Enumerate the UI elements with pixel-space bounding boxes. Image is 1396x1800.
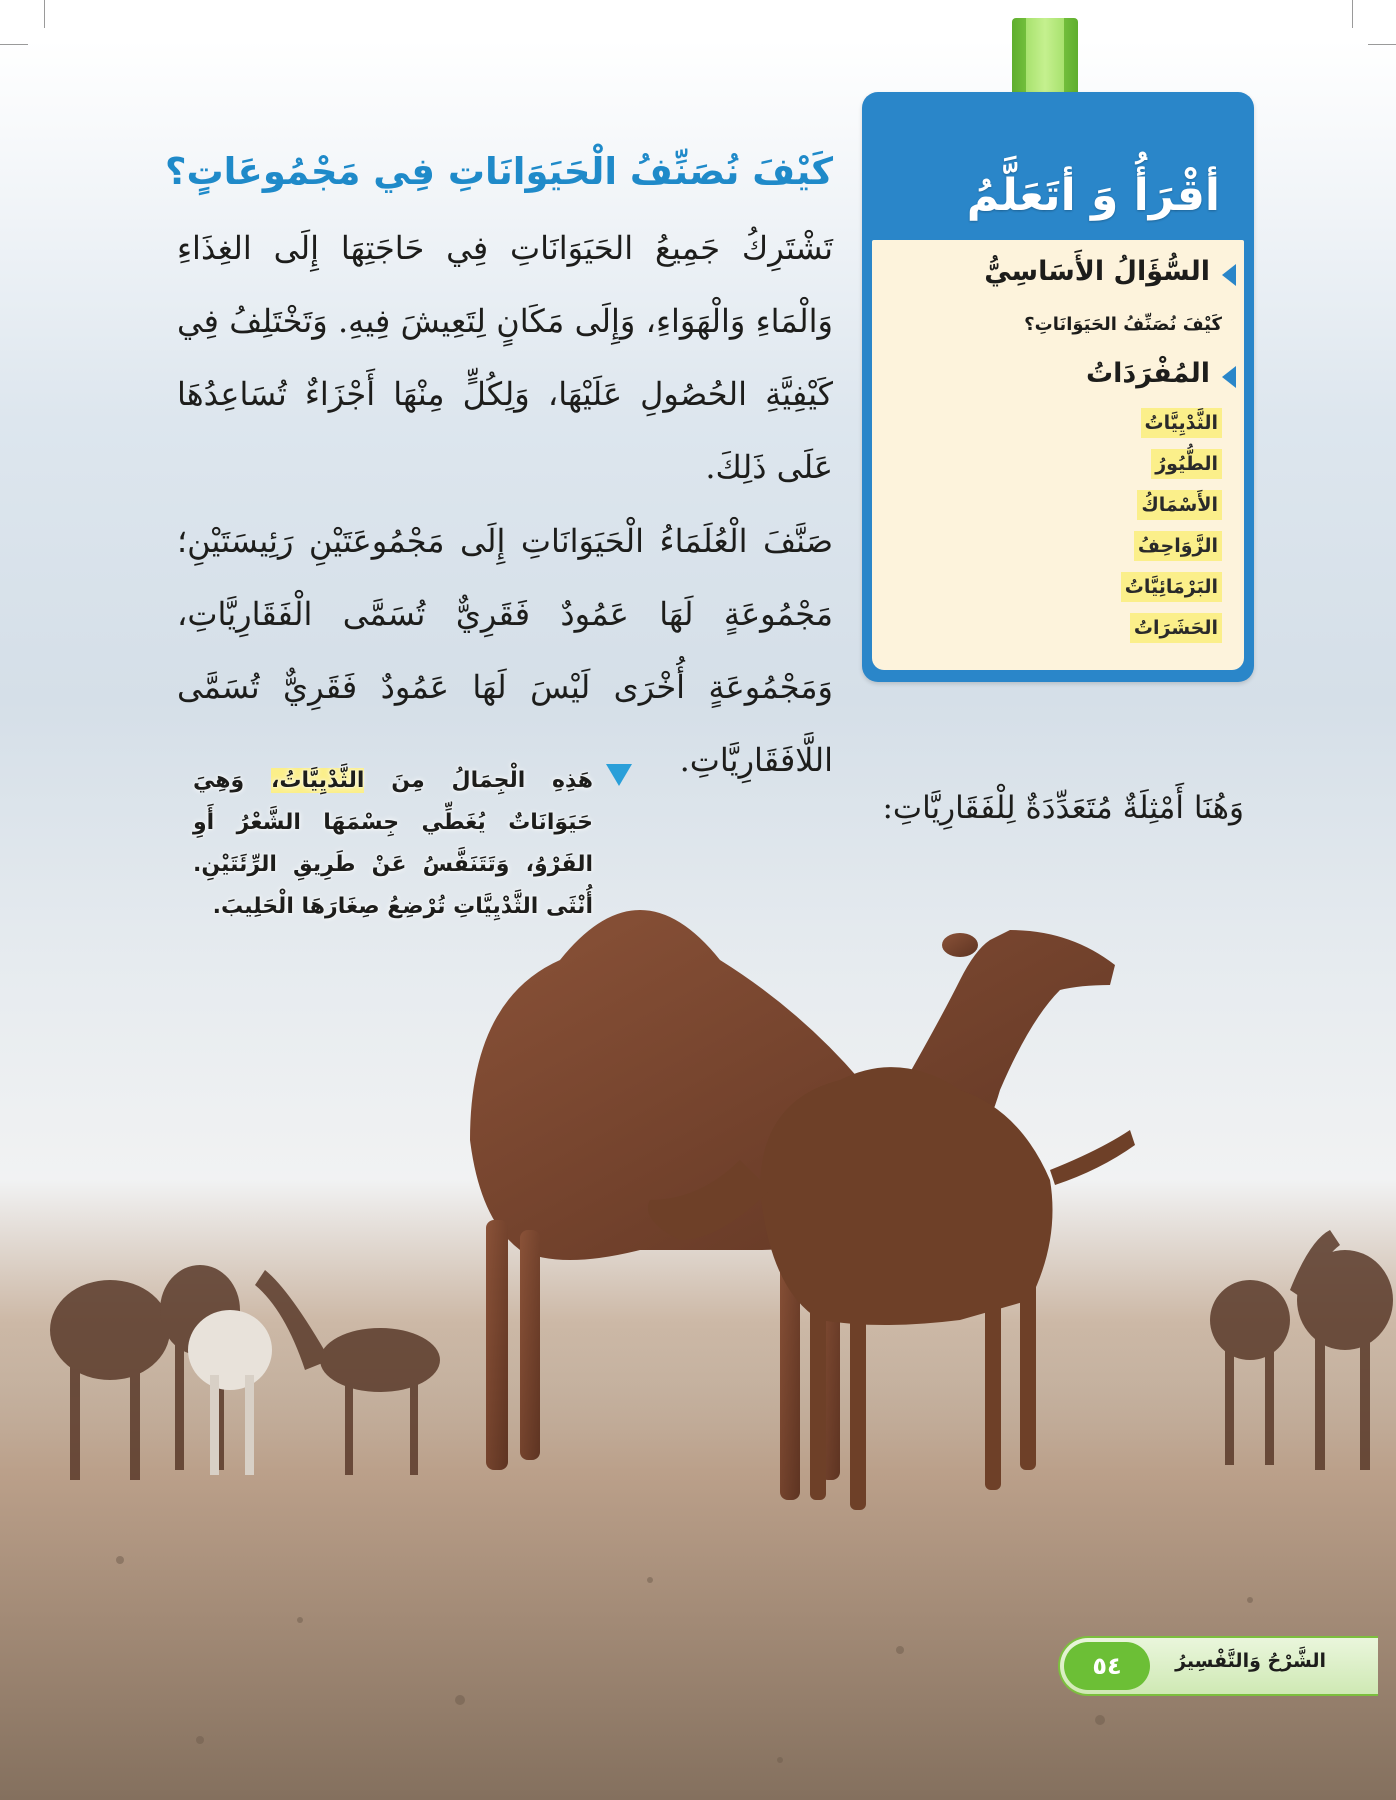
caption-highlight: الثَّدْيِيَّاتُ، — [271, 768, 365, 793]
essential-question: كَيْفَ نُصَنِّفُ الحَيَوَانَاتِ؟ — [1024, 314, 1222, 335]
read-and-learn-sidebar — [862, 92, 1254, 682]
desert-ground — [0, 1330, 1396, 1800]
vocab-item — [1121, 490, 1222, 531]
sidebar-panel — [872, 240, 1244, 670]
triangle-marker-icon — [1222, 264, 1236, 286]
intro-paragraph: تَشْتَرِكُ جَمِيعُ الحَيَوَانَاتِ فِي حَاجَتِهَا إِلَى الغِذَاءِ وَالْمَاءِ وَالْهَوَاءِ، وَإِلَى مَكَانٍ لِتَعِيشَ فِيهِ. وَتَخْتَلِفُ فِي كَيْفِيَّةِ الحُصُولِ عَلَيْهَا، وَلِكُلٍّ مِنْهَا أَجْزَاءٌ تُسَاعِدُهَا عَلَى ذَلِكَ. — [177, 229, 833, 486]
triangle-marker-icon — [1222, 366, 1236, 388]
page-footer — [1058, 1636, 1378, 1696]
caption-text: هَذِهِ الْجِمَالُ مِنَ — [364, 768, 593, 793]
caption-text: وَهِيَ حَيَوَانَاتٌ يُغَطِّي جِسْمَهَا الشَّعْرُ أَوِ الفَرْوُ، وَتَتَنَفَّسُ عَنْ طَرِيقِ الرِّئَتَيْنِ. أُنْثَى الثَّدْيِيَّاتِ تُرْضِعُ صِغَارَهَا الْحَلِيبَ. — [193, 768, 593, 919]
examples-intro: وَهُنَا أَمْثِلَةٌ مُتَعَدِّدَةٌ لِلْفَقَارِيَّاتِ: — [882, 790, 1244, 826]
vocab-term: الحَشَرَاتُ — [1130, 613, 1222, 643]
classification-paragraph: صَنَّفَ الْعُلَمَاءُ الْحَيَوَانَاتِ إِلَى مَجْمُوعَتَيْنِ رَئِيسَتَيْنِ؛ مَجْمُوعَةٍ لَهَا عَمُودٌ فَقَرِيٌّ تُسَمَّى الْفَقَارِيَّاتِ، وَمَجْمُوعَةٍ أُخْرَى لَيْسَ لَهَا عَمُودٌ فَقَرِيٌّ تُسَمَّى اللَّافَقَارِيَّاتِ. — [177, 522, 833, 779]
essential-question-heading-text: السُّؤَالُ الأَسَاسِيُّ — [984, 256, 1210, 287]
photo-caption — [193, 760, 593, 928]
section-heading: كَيْفَ نُصَنِّفُ الْحَيَوَانَاتِ فِي مَجْمُوعَاتٍ؟ — [165, 150, 833, 193]
vocab-term: الزَّوَاحِفُ — [1134, 531, 1222, 561]
vocabulary-list — [1121, 408, 1222, 654]
footer-section-label: الشَّرْحُ وَالتَّفْسِيرُ — [1175, 1650, 1326, 1672]
vocab-term: البَرْمَائِيَّاتُ — [1121, 572, 1222, 602]
vocab-term: الأَسْمَاكُ — [1137, 490, 1222, 520]
page-number: ٥٤ — [1064, 1642, 1150, 1690]
vocab-item — [1121, 572, 1222, 613]
vocab-item — [1121, 531, 1222, 572]
white-camel — [188, 1310, 272, 1390]
vocab-item — [1121, 408, 1222, 449]
vocab-item — [1121, 449, 1222, 490]
essential-question-heading — [984, 256, 1230, 287]
vocab-term: الطُّيُورُ — [1151, 449, 1222, 479]
caption-pointer-icon — [606, 764, 632, 786]
vocabulary-heading-text: المُفْرَدَاتُ — [1086, 358, 1210, 389]
sidebar-title: أقْرَأُ وَ أتَعَلَّمُ — [966, 170, 1220, 221]
vocab-term: الثَّدْيِيَّاتُ — [1141, 408, 1223, 438]
vocab-item — [1121, 613, 1222, 654]
vocabulary-heading — [1086, 358, 1230, 389]
